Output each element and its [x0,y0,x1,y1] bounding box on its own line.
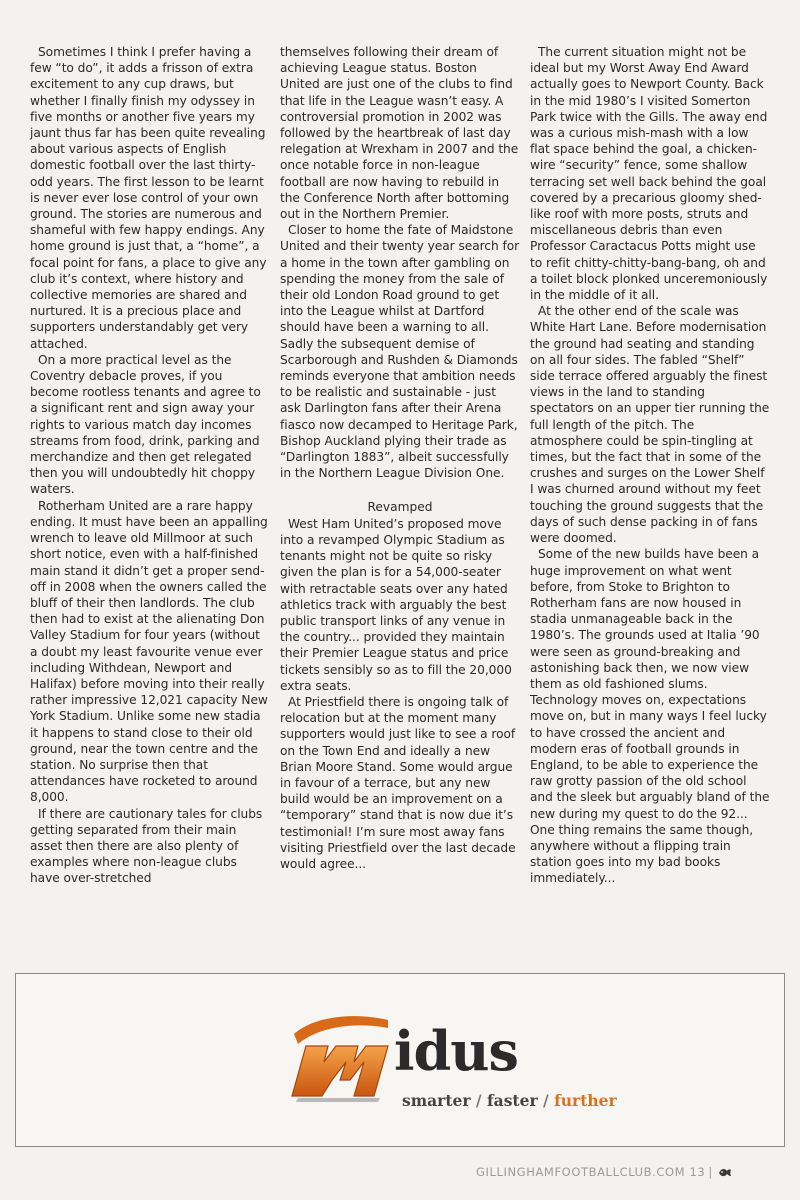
advert-box [15,973,785,1147]
paragraph: On a more practical level as the Coventry debacle proves, if you become rootless tenants and agree to a significant rent and sign away your rights to various match day incomes streams from food, drink, parking and merchandize and then get relegated then you will undoubtedly hit choppy waters. [30,352,261,497]
paragraph: Sometimes I think I prefer having a few “to do”, it adds a frisson of extra excitement to any cup draws, but whether I finally finish my odyssey in five months or another five years my jaunt thus far has been quite revealing about various aspects of English domestic football over the last thirty-odd years. The first lesson to be learnt is never ever lose control of your own ground. The stories are numerous and shameful with few happy endings. Any home ground is just that, a “home”, a focal point for fans, a place to give any club it’s context, where history and collective memories are shared and nurtured. It is a precious place and supporters understandably get very attached. [30,45,267,351]
footer-site-url: GILLINGHAMFOOTBALLCLUB.COM [476,1165,686,1179]
paragraph: At the other end of the scale was White Hart Lane. Before modernisation the ground had seating and standing on all four sides. The fabled “Shelf” side terrace offered arguably the finest views in the land to standing spectators on an upper tier running the full length of the pitch. The atmosphere could be spin-tingling at times, but the fact that in some of the crushes and surges on the Lower Shelf I was churned around without my feet touching the ground suggests that the days of such dense packing in of fans were doomed. [530,304,770,546]
logo-tagline [402,1092,617,1110]
paragraph: If there are cautionary tales for clubs getting separated from their main asset then there are also plenty of examples where non-league clubs have over-stretched [30,806,263,886]
logo-wordmark: idus [394,1019,518,1083]
article-column-3 [530,44,770,1014]
tagline-faster: faster [487,1091,538,1110]
paragraph: Some of the new builds have been a huge improvement on what went before, from Stoke to Brighton to Rotherham fans are now housed in stadia unmanageable back in the 1980’s. The grounds used at Italia ’90 were seen as ground-breaking and astonishing back then, we now view them as old fashioned slums. Technology moves on, expectations move on, but in many ways I feel lucky to have crossed the ancient and modern eras of football grounds in England, to be able to experience the raw grotty passion of the old school and the sleek but arguably bland of the new during my quest to do the 92... One thing remains the same though, anywhere without a flipping train station goes into my bad books immediately... [530,547,770,886]
tagline-smarter: smarter [402,1091,471,1110]
paragraph: Rotherham United are a rare happy ending. It must have been an appalling wrench to leave old Millmoor at such short notice, even with a half-finished main stand it didn’t get a proper send-off in 2008 when the owners called the bluff of their then landlords. The club then had to exist at the alienating Don Valley Stadium for four years (without a doubt my least favourite venue ever including Withdean, Newport and Halifax) before moving into their really rather impressive 12,021 capacity New York Stadium. Unlike some new stadia it happens to stand close to their old ground, near the town centre and the station. No surprise then that attendances have rocketed to around 8,000. [30,498,268,805]
paragraph: West Ham United’s proposed move into a revamped Olympic Stadium as tenants might not be quite so risky given the plan is for a 54,000-seater with retractable seats over any hated athletics track with arguably the best public transport links of any venue in the country... provided they maintain their Premier League status and price tickets sensibly so as to fill the 20,000 extra seats. [280,516,512,693]
tagline-separator: / [537,1091,555,1110]
paragraph: Closer to home the fate of Maidstone United and their twenty year search for a home in the town after gambling on spending the money from the sale of their old London Road ground to get into the League whilst at Dartford should have been a warning to all. Sadly the subsequent demise of Scarborough and Rushden & Diamonds reminds everyone that ambition needs to be realistic and sustainable - just ask Darlington fans after their Arena fiasco now decamped to Heritage Park, Bishop Auckland plying their trade as “Darlington 1883”, albeit successfully in the Northern League Division One. [280,223,520,481]
tagline-further: further [554,1091,617,1110]
article-column-2 [280,44,520,1014]
paragraph: themselves following their dream of achieving League status. Boston United are just one of the clubs to find that life in the League wasn’t easy. A controversial promotion in 2002 was followed by the heartbreak of last day relegation at Wrexham in 2007 and the once notable force in non-league football are now having to rebuild in the Conference North after bottoming out in the Northern Premier. [280,45,519,222]
gills-crest-icon [718,1167,732,1178]
paragraph: At Priestfield there is ongoing talk of relocation but at the moment many supporters would just like to see a roof on the Town End and ideally a new Brian Moore Stand. Some would argue in favour of a terrace, but any new build would be an improvement on a “temporary” stand that is now due it’s testimonial! I’m sure most away fans visiting Priestfield over the last decade would agree... [280,694,516,871]
midus-m-logo-icon [284,1006,394,1106]
paragraph: The current situation might not be ideal but my Worst Away End Award actually goes to Newport County. Back in the mid 1980’s I visited Somerton Park twice with the Gills. The away end was a curious mish-mash with a low flat space behind the goal, a chicken-wire “security” fence, some shallow terracing set well back behind the goal covered by a precarious gloomy shed-like roof with more posts, struts and miscellaneous debris than even Professor Caractacus Potts might use to refit chitty-chitty-bang-bang, oh and a toilet block plonked unceremoniously in the middle of it all. [530,45,768,303]
section-subheading: Revamped [367,500,433,515]
footer-separator: | [708,1165,713,1179]
tagline-separator: / [470,1091,487,1110]
page-footer [476,1165,732,1179]
footer-page-number: 13 [689,1165,706,1179]
article-column-1 [30,44,270,1014]
article-columns [30,44,770,1014]
midus-logo [284,994,617,1129]
